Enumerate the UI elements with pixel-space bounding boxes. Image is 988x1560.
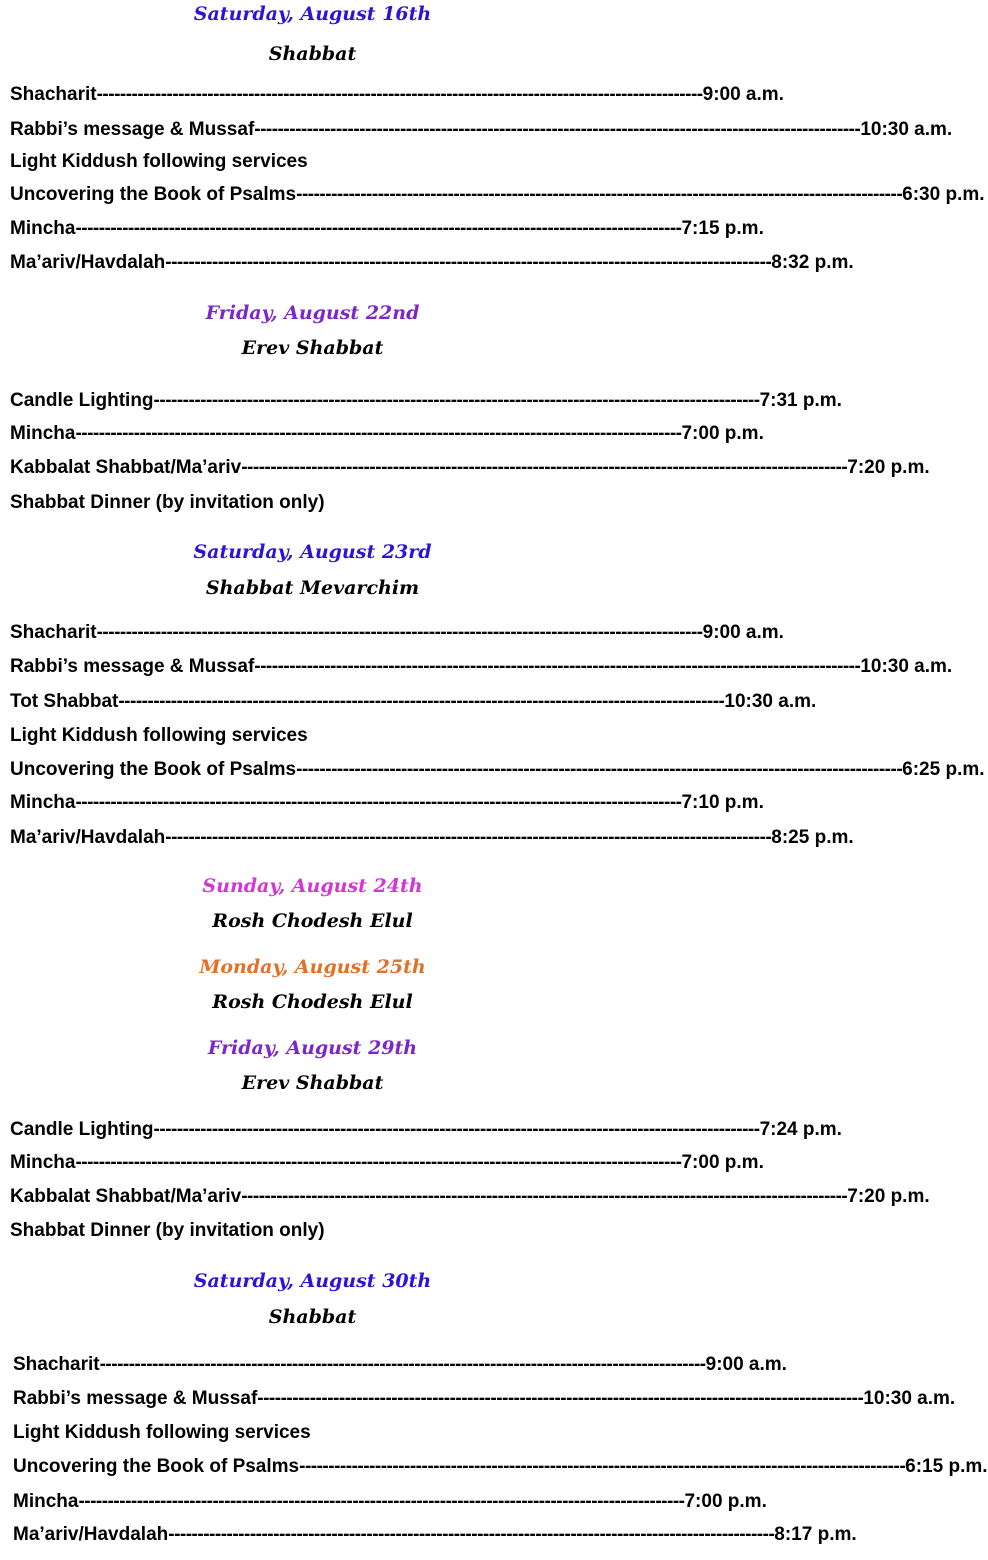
event-time: 8:25 p.m. [771,827,854,848]
day-subheading: Shabbat [268,1306,357,1328]
schedule-row [10,387,842,414]
dash-leader: -------------------------------------------------------------------------------------------------------- [254,656,861,677]
event-time: 9:00 a.m. [702,84,784,105]
event-time: 9:00 a.m. [705,1354,787,1375]
event-name: Shabbat Dinner (by invitation only) [10,492,325,513]
dash-leader: -------------------------------------------------------------------------------------------------------- [165,252,772,273]
schedule-row [10,215,764,242]
event-name: Rabbi’s message & Mussaf [13,1388,258,1409]
event-name: Shacharit [13,1354,100,1375]
dash-leader: -------------------------------------------------------------------------------------------------------- [241,1186,848,1207]
schedule-row [10,1149,764,1176]
event-name: Light Kiddush following services [10,725,308,746]
event-name: Uncovering the Book of Psalms [13,1456,300,1477]
dash-leader: -------------------------------------------------------------------------------------------------------- [75,792,682,813]
dash-leader: -------------------------------------------------------------------------------------------------------- [96,84,703,105]
event-time: 10:30 a.m. [863,1388,956,1409]
schedule-row [13,1419,622,1446]
dash-leader: -------------------------------------------------------------------------------------------------------- [254,119,861,140]
event-time: 7:10 p.m. [681,792,764,813]
event-name: Mincha [10,792,76,813]
schedule-row [13,1385,956,1412]
event-name: Mincha [10,423,76,444]
dash-leader: -------------------------------------------------------------------------------------------------------- [296,759,903,780]
event-time: 7:20 p.m. [847,1186,930,1207]
dash-leader: -------------------------------------------------------------------------------------------------------- [75,218,682,239]
event-name: Rabbi’s message & Mussaf [10,119,255,140]
event-name: Kabbalat Shabbat/Ma’ariv [10,1186,242,1207]
schedule-row [10,824,854,851]
schedule-row [10,653,953,680]
day-heading: Monday, August 25th [199,956,426,978]
event-name: Uncovering the Book of Psalms [10,184,297,205]
schedule-row [10,148,622,175]
event-name: Mincha [10,1152,76,1173]
event-name: Light Kiddush following services [13,1422,311,1443]
schedule-row [10,249,854,276]
schedule-row [10,420,764,447]
schedule-row [10,756,985,783]
dash-leader: -------------------------------------------------------------------------------------------------------- [96,622,703,643]
event-name: Ma’ariv/Havdalah [10,827,166,848]
day-subheading: Shabbat Mevarchim [205,577,420,599]
dash-leader: -------------------------------------------------------------------------------------------------------- [99,1354,706,1375]
dash-leader: -------------------------------------------------------------------------------------------------------- [75,423,682,444]
day-subheading: Erev Shabbat [241,337,384,359]
schedule-row [10,1116,842,1143]
schedule-row [10,688,817,715]
event-time: 7:00 p.m. [684,1491,767,1512]
schedule-row [10,1217,622,1244]
event-name: Candle Lighting [10,390,154,411]
day-heading: Sunday, August 24th [202,875,423,897]
schedule-row [10,81,784,108]
event-name: Light Kiddush following services [10,151,308,172]
day-heading: Saturday, August 16th [193,3,432,25]
event-name: Shacharit [10,84,97,105]
day-heading: Saturday, August 23rd [193,541,432,563]
event-time: 7:00 p.m. [681,1152,764,1173]
event-name: Tot Shabbat [10,691,119,712]
event-time: 7:24 p.m. [759,1119,842,1140]
event-time: 8:17 p.m. [774,1524,857,1545]
event-time: 7:20 p.m. [847,457,930,478]
schedule-row [10,789,764,816]
dash-leader: -------------------------------------------------------------------------------------------------------- [168,1524,775,1545]
dash-leader: -------------------------------------------------------------------------------------------------------- [118,691,725,712]
dash-leader: -------------------------------------------------------------------------------------------------------- [299,1456,906,1477]
event-name: Shabbat Dinner (by invitation only) [10,1220,325,1241]
schedule-row [13,1351,787,1378]
event-time: 6:30 p.m. [902,184,985,205]
event-time: 8:32 p.m. [771,252,854,273]
event-time: 10:30 a.m. [860,119,953,140]
dash-leader: -------------------------------------------------------------------------------------------------------- [296,184,903,205]
dash-leader: -------------------------------------------------------------------------------------------------------- [75,1152,682,1173]
schedule-row [13,1488,767,1515]
schedule-row [10,722,622,749]
schedule-row [10,116,953,143]
dash-leader: -------------------------------------------------------------------------------------------------------- [241,457,848,478]
event-time: 6:15 p.m. [905,1456,988,1477]
event-time: 7:00 p.m. [681,423,764,444]
schedule-row [10,619,784,646]
event-name: Mincha [10,218,76,239]
day-heading: Saturday, August 30th [193,1270,432,1292]
day-subheading: Rosh Chodesh Elul [212,910,413,932]
schedule-row [13,1521,857,1548]
day-subheading: Rosh Chodesh Elul [212,991,413,1013]
event-time: 7:15 p.m. [681,218,764,239]
event-name: Ma’ariv/Havdalah [10,252,166,273]
event-time: 10:30 a.m. [860,656,953,677]
day-subheading: Erev Shabbat [241,1072,384,1094]
event-name: Shacharit [10,622,97,643]
dash-leader: -------------------------------------------------------------------------------------------------------- [257,1388,864,1409]
event-name: Rabbi’s message & Mussaf [10,656,255,677]
day-heading: Friday, August 22nd [205,302,420,324]
dash-leader: -------------------------------------------------------------------------------------------------------- [153,1119,760,1140]
day-heading: Friday, August 29th [207,1037,418,1059]
schedule-row [10,489,622,516]
dash-leader: -------------------------------------------------------------------------------------------------------- [78,1491,685,1512]
event-time: 10:30 a.m. [724,691,817,712]
schedule-row [10,454,930,481]
dash-leader: -------------------------------------------------------------------------------------------------------- [153,390,760,411]
schedule-row [10,1183,930,1210]
event-name: Ma’ariv/Havdalah [13,1524,169,1545]
event-time: 7:31 p.m. [759,390,842,411]
event-name: Candle Lighting [10,1119,154,1140]
event-time: 9:00 a.m. [702,622,784,643]
event-name: Uncovering the Book of Psalms [10,759,297,780]
event-name: Kabbalat Shabbat/Ma’ariv [10,457,242,478]
schedule-row [13,1453,988,1480]
schedule-row [10,181,985,208]
dash-leader: -------------------------------------------------------------------------------------------------------- [165,827,772,848]
day-subheading: Shabbat [268,43,357,65]
event-name: Mincha [13,1491,79,1512]
event-time: 6:25 p.m. [902,759,985,780]
